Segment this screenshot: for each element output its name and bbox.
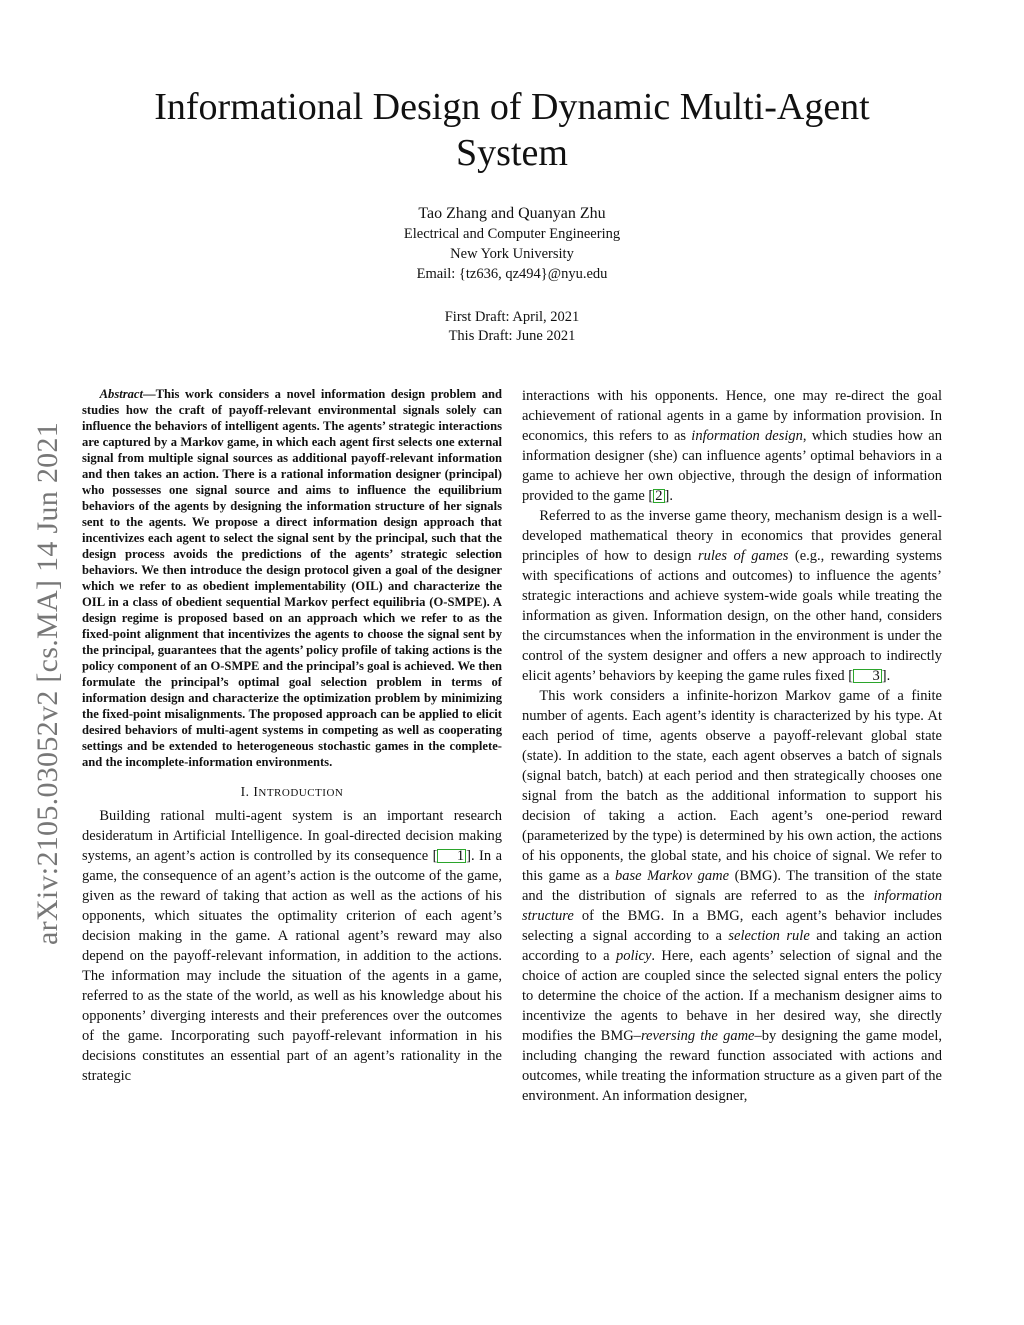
section-title-initial: I xyxy=(253,784,259,799)
citation-link[interactable]: 2 xyxy=(655,488,663,504)
intro-text: Building rational multi-agent system is an important research desideratum in Artificial Intelligence. In goal-directed decision making systems, an agent’s action is controlled by its consequence [ xyxy=(82,808,502,864)
emphasis-text: reversing the game xyxy=(640,1028,755,1044)
body-text: and taking an action according to a xyxy=(522,928,942,964)
body-text: ]. xyxy=(881,668,891,684)
arxiv-identifier: arXiv:2105.03052v2 [cs.MA] 14 Jun 2021 xyxy=(31,421,64,945)
intro-text: ]. In a game, the consequence of an agent’s action is the outcome of the game, given as the reward of taking that action as well as the actions of his opponents, which situates the optimality criterion of each agent’s decision making in the game. A rational agent’s reward may also depend on the payoff-relevant information, in addition to the actions. The information may include the situation of the agents in a game, referred to as the state of the world, as well as his knowledge about his opponents’ diverging interests and their preferences over the outcomes of the game. Incorporating such payoff-relevant information in his decisions constitutes an essential part of an agent’s rationality in the strategic xyxy=(82,848,503,1084)
author-department: Electrical and Computer Engineering xyxy=(403,226,621,242)
emphasis-text: rules of games xyxy=(697,548,789,564)
body-text: of the BMG. In a BMG, each agent’s behavior includes selecting a signal according to a xyxy=(522,908,942,944)
section-number: I. xyxy=(240,784,254,799)
body-text: (BMG). The transition of the state and the distribution of signals are referred to as the xyxy=(522,868,942,904)
intro-paragraph xyxy=(82,806,502,1086)
body-text: . Here, each agents’ selection of signal and the choice of action are coupled since the selected signal enters the policy to determine the choice of the action. If a mechanism designer aims to incentivize the agents to behave in her desired way, she directly modifies the BMG– xyxy=(522,948,942,1044)
author-names: Tao Zhang and Quanyan Zhu xyxy=(418,205,606,222)
body-text: This work considers a infinite-horizon Markov game of a finite number of agents. Each agent’s identity is characterized by his type. At each period of time, agents observe a payoff-relevant global state (state). In addition to the state, each agent observes a batch of signals (signal batch, batch) at each period and then strategically chooses one signal from the batch as the additional information to support his decision of taking a action. Each agent’s one-period reward (parameterized by the type) is determined by his own action, the actions of his opponents, the global state, and his choice of signal. We refer to this game as a xyxy=(522,688,942,884)
emphasis-text: information design xyxy=(691,428,803,444)
paper-title: Informational Design of Dynamic Multi-Agent System xyxy=(154,86,870,174)
section-title-rest: NTRODUCTION xyxy=(258,787,344,799)
body-text: Referred to as the inverse game theory, mechanism design is a well-developed mathematical theory in economics that provides general principles of how to design xyxy=(522,508,942,564)
emphasis-text: selection rule xyxy=(728,928,810,944)
body-text: , which studies how an information designer (she) can influence agents’ optimal behaviors in a game to achieve her own objective, through the design of information provided to the game [ xyxy=(522,428,942,504)
body-paragraph xyxy=(522,506,942,686)
this-draft-date: This Draft: June 2021 xyxy=(448,328,576,344)
author-email: Email: {tz636, qz494}@nyu.edu xyxy=(416,266,608,282)
body-paragraph xyxy=(522,386,942,506)
first-draft-date: First Draft: April, 2021 xyxy=(444,309,580,325)
section-heading-introduction xyxy=(82,784,502,800)
body-text: (e.g., rewarding systems with specifications of actions and outcomes) to influence the agents’ strategic interactions and achieve system-wide goals while treating the information as given. Information design, on the other hand, considers the circumstances when the information in the environment is under the control of the system designer and offers a new approach to indirectly elicit agents’ behaviors by keeping the game rules fixed [ xyxy=(522,548,942,684)
abstract xyxy=(82,386,502,770)
author-university: New York University xyxy=(450,246,574,262)
emphasis-text: information structure xyxy=(522,888,942,924)
abstract-text: —This work considers a novel information design problem and studies how the craft of payoff-relevant environmental signals solely can influence the behaviors of intelligent agents. The agents’ strategic interactions are captured by a Markov game, in which each agent first selects one external signal from multiple signal sources as additional payoff-relevant information and then takes an action. There is a rational information designer (principal) who possesses one signal source and aims to influence the equilibrium behaviors of the agents by designing the information structure of her signals sent to the agents. We propose a direct information design approach that incentivizes each agent to select the signal sent by the principal, such that the design process avoids the predictions of the agents’ strategic selection behaviors. We then introduce the design protocol given a goal of the designer which we refer to as obedient implementability (OIL) and characterize the OIL in a class of obedient sequential Markov perfect equilibria (O-SMPE). A design regime is proposed based on an approach which we refer to as the fixed-point alignment that incentivizes the agents to choose the signal sent by the principal, guarantees that the agents’ policy profile of taking actions is the policy component of an O-SMPE and the principal’s goal is achieved. We then formulate the principal’s optimal goal selection problem in terms of information design and characterize the optimization problem by minimizing the fixed-point misalignments. The proposed approach can be applied to elicit desired behaviors of multi-agent systems in competing as well as cooperating settings and be extended to heterogeneous stochastic games in the complete- and the incomplete-information environments. xyxy=(82,387,502,769)
body-text: ]. xyxy=(664,488,673,504)
abstract-label: Abstract xyxy=(99,387,144,401)
author-block xyxy=(212,204,812,284)
right-column xyxy=(522,386,942,1106)
citation-link[interactable]: 3 xyxy=(853,669,882,683)
body-paragraph xyxy=(522,686,942,1106)
draft-dates xyxy=(312,308,712,346)
body-text: interactions with his opponents. Hence, one may re-direct the goal achievement of rational agents in a game by information provision. In economics, this refers to as xyxy=(522,388,942,444)
body-text: –by designing the game model, including changing the reward function associated with actions and outcomes, while treating the information structure as a given part of the environment. An information designer, xyxy=(522,1028,942,1104)
left-column xyxy=(82,386,502,1086)
emphasis-text: base Markov game xyxy=(614,868,730,884)
emphasis-text: policy xyxy=(615,948,652,964)
citation-link[interactable]: 1 xyxy=(437,849,466,863)
